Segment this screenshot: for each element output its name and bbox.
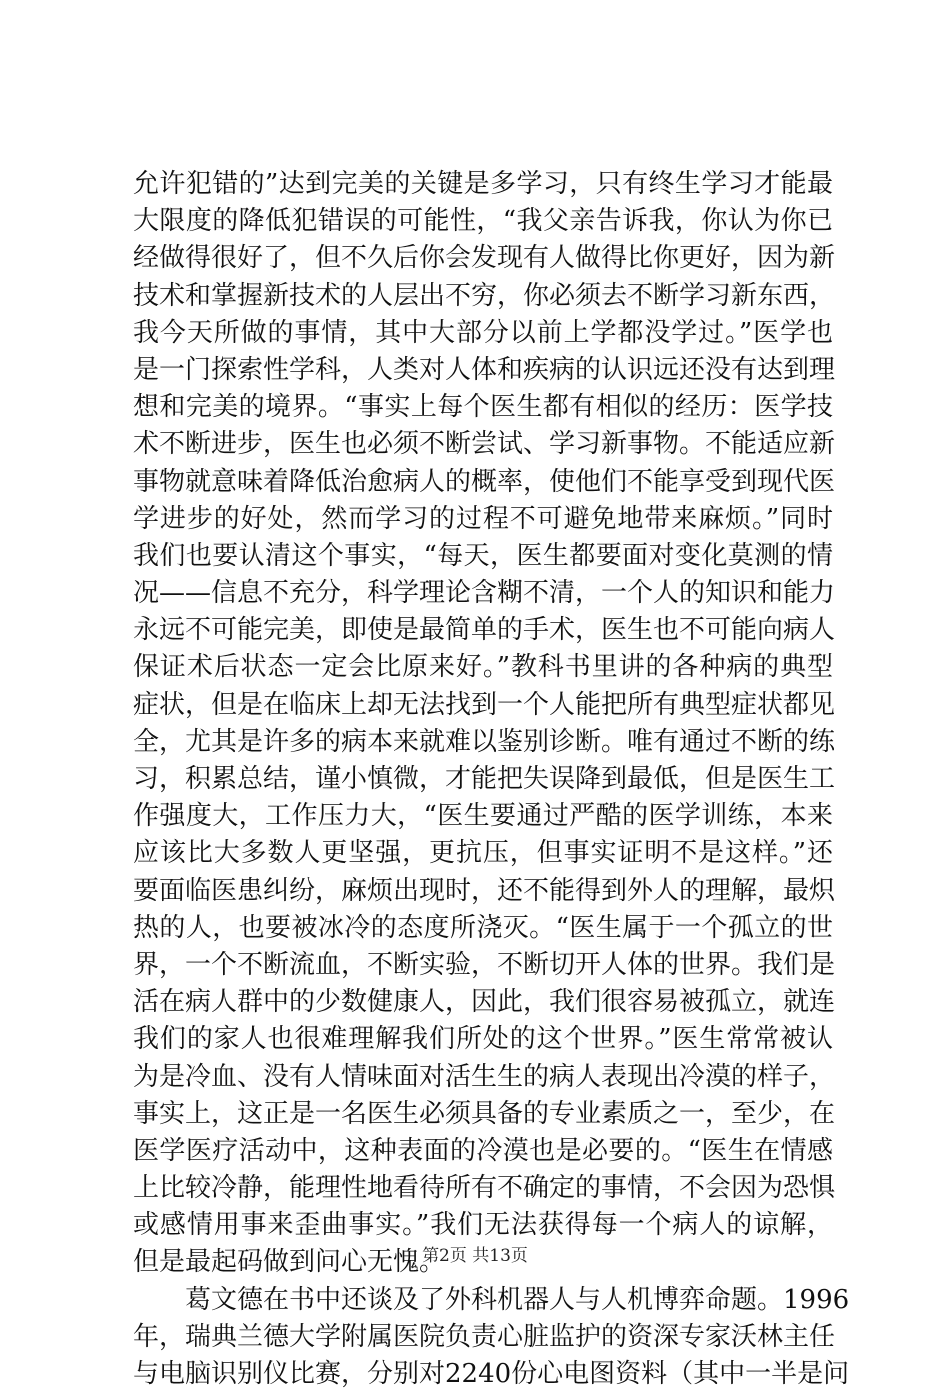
text-line: 医学医疗活动中，这种表面的冷漠也是必要的。“医生在情感 (133, 1135, 833, 1166)
text-line: 事物就意味着降低治愈病人的概率，使他们不能享受到现代医 (133, 466, 836, 497)
text-line: 我们的家人也很难理解我们所处的这个世界。”医生常常被认 (133, 1024, 833, 1055)
text-line: 年，瑞典兰德大学附属医院负责心脏监护的资深专家沃林主任 (133, 1321, 836, 1352)
text-line: 作强度大，工作压力大，“医生要通过严酷的医学训练，本来 (133, 801, 833, 832)
text-line: 症状，但是在临床上却无法找到一个人能把所有典型症状都见 (133, 689, 836, 720)
text-line: 与电脑识别仪比赛，分别对2240份心电图资料（其中一半是问 (133, 1359, 850, 1389)
page-number-footer: 第2页 共13页 (422, 1246, 528, 1266)
text-line: 永远不可能完美，即使是最简单的手术，医生也不可能向病人 (133, 615, 836, 646)
text-line: 习，积累总结，谨小慎微，才能把失误降到最低，但是医生工 (133, 764, 836, 794)
text-line: 想和完美的境界。“事实上每个医生都有相似的经历：医学技 (133, 392, 833, 423)
body-text (133, 166, 850, 1393)
text-line: 术不断进步，医生也必须不断尝试、学习新事物。不能适应新 (133, 429, 836, 460)
text-line: 是一门探索性学科，人类对人体和疾病的认识远还没有达到理 (133, 354, 836, 385)
paragraph-first-line: 葛文德在书中还谈及了外科机器人与人机博弈命题。1996 (185, 1284, 850, 1315)
text-line: 经做得很好了，但不久后你会发现有人做得比你更好，因为新 (133, 243, 836, 274)
text-line: 我们也要认清这个事实，“每天，医生都要面对变化莫测的情 (133, 540, 833, 571)
text-line: 保证术后状态一定会比原来好。”教科书里讲的各种病的典型 (133, 652, 833, 683)
text-line: 事实上，这正是一名医生必须具备的专业素质之一，至少，在 (133, 1098, 836, 1129)
text-line: 界，一个不断流血，不断实验，不断切开人体的世界。我们是 (133, 949, 836, 980)
text-line: 技术和掌握新技术的人层出不穷，你必须去不断学习新东西， (133, 280, 836, 311)
text-line: 应该比大多数人更坚强，更抗压，但事实证明不是这样。”还 (133, 838, 833, 869)
text-line: 活在病人群中的少数健康人，因此，我们很容易被孤立，就连 (133, 987, 836, 1018)
text-line: 上比较冷静，能理性地看待所有不确定的事情，不会因为恐惧 (133, 1173, 836, 1204)
text-line: 或感情用事来歪曲事实。”我们无法获得每一个病人的谅解， (133, 1210, 833, 1241)
text-line: 为是冷血、没有人情味面对活生生的病人表现出冷漠的样子， (133, 1061, 836, 1092)
text-line: 热的人，也要被冰冷的态度所浇灭。“医生属于一个孤立的世 (133, 912, 833, 943)
text-line: 况——信息不充分，科学理论含糊不清，一个人的知识和能力 (133, 578, 836, 609)
text-line: 要面临医患纠纷，麻烦出现时，还不能得到外人的理解，最炽 (133, 875, 836, 906)
text-line: 我今天所做的事情，其中大部分以前上学都没学过。”医学也 (133, 317, 833, 348)
text-line: 允许犯错的”达到完美的关键是多学习，只有终生学习才能最 (133, 169, 833, 199)
text-line: 大限度的降低犯错误的可能性，“我父亲告诉我，你认为你已 (133, 206, 833, 237)
text-line: 但是最起码做到问心无愧。 (133, 1247, 446, 1278)
text-line: 全，尤其是许多的病本来就难以鉴别诊断。唯有通过不断的练 (133, 726, 836, 757)
text-line: 学进步的好处，然而学习的过程不可避免地带来麻烦。”同时 (133, 503, 833, 534)
